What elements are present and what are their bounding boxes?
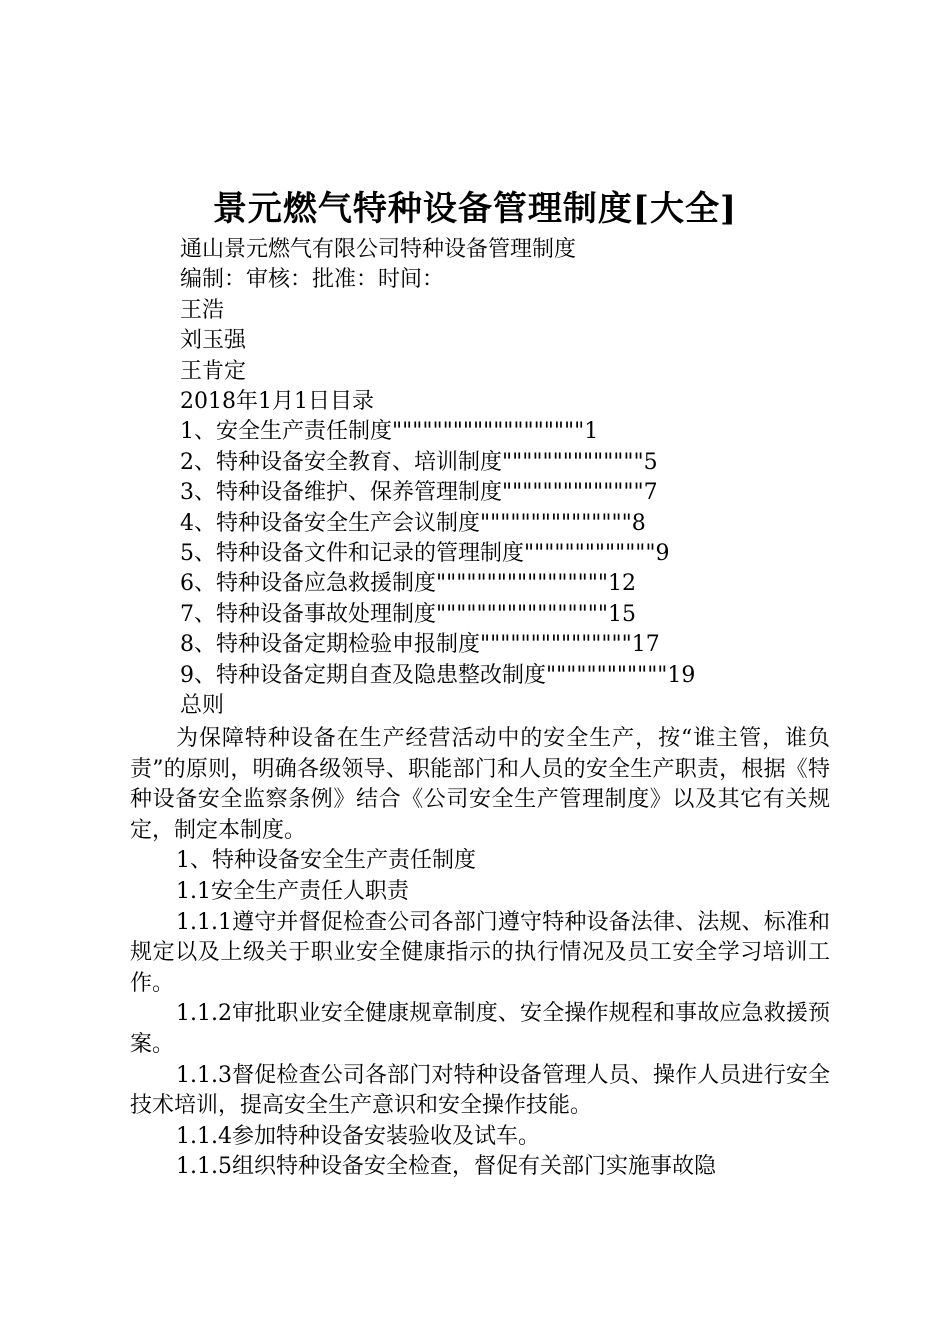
toc-entry: 9、特种设备定期自查及隐患整改制度""""""""""""19 [180, 662, 696, 688]
header-line: 刘玉强 [180, 328, 247, 354]
body-paragraph: 1.1.4参加特种设备安装验收及试车。 [176, 1123, 540, 1149]
body-paragraph: 1.1安全生产责任人职责 [176, 878, 409, 904]
header-and-toc [180, 235, 840, 722]
header-line: 王肯定 [180, 358, 247, 384]
toc-entry: 2、特种设备安全教育、培训制度""""""""""""""5 [180, 449, 658, 475]
body-paragraph: 1、特种设备安全生产责任制度 [176, 848, 476, 874]
body-paragraph: 1.1.3督促检查公司各部门对特种设备管理人员、操作人员进行安全技术培训，提高安全生产意识和安全操作技能。 [130, 1062, 830, 1119]
header-line: 王浩 [180, 297, 225, 323]
body-paragraph: 为保障特种设备在生产经营活动中的安全生产，按“谁主管，谁负责”的原则，明确各级领导、职能部门和人员的安全生产职责，根据《特种设备安全监察条例》结合《公司安全生产管理制度》以及其它有关规定，制定本制度。 [130, 726, 830, 843]
body-paragraph: 1.1.5组织特种设备安全检查，督促有关部门实施事故隐 [176, 1154, 716, 1180]
toc-entry: 7、特种设备事故处理制度"""""""""""""""""15 [180, 601, 637, 627]
body-paragraph: 1.1.1遵守并督促检查公司各部门遵守特种设备法律、法规、标准和规定以及上级关于职业安全健康指示的执行情况及员工安全学习培训工作。 [130, 909, 830, 996]
toc-entry: 4、特种设备安全生产会议制度"""""""""""""""8 [180, 510, 646, 536]
body-paragraph: 1.1.2审批职业安全健康规章制度、安全操作规程和事故应急救援预案。 [130, 1001, 830, 1057]
document-body [130, 724, 830, 1183]
toc-entry: 6、特种设备应急救援制度"""""""""""""""""12 [180, 571, 637, 597]
toc-entry: 5、特种设备文件和记录的管理制度"""""""""""""9 [180, 541, 670, 567]
header-line: 通山景元燃气有限公司特种设备管理制度 [180, 237, 577, 262]
toc-entry: 1、安全生产责任制度"""""""""""""""""""1 [180, 419, 599, 445]
toc-heading: 2018年1月1日目录 [180, 389, 374, 415]
toc-entry: 3、特种设备维护、保养管理制度""""""""""""""7 [180, 480, 658, 506]
toc-entry: 8、特种设备定期检验申报制度"""""""""""""""17 [180, 632, 660, 658]
document-title: 景元燃气特种设备管理制度[大全] [212, 189, 738, 229]
header-line: 编制：审核：批准：时间： [180, 267, 445, 293]
section-heading: 总则 [180, 693, 225, 719]
